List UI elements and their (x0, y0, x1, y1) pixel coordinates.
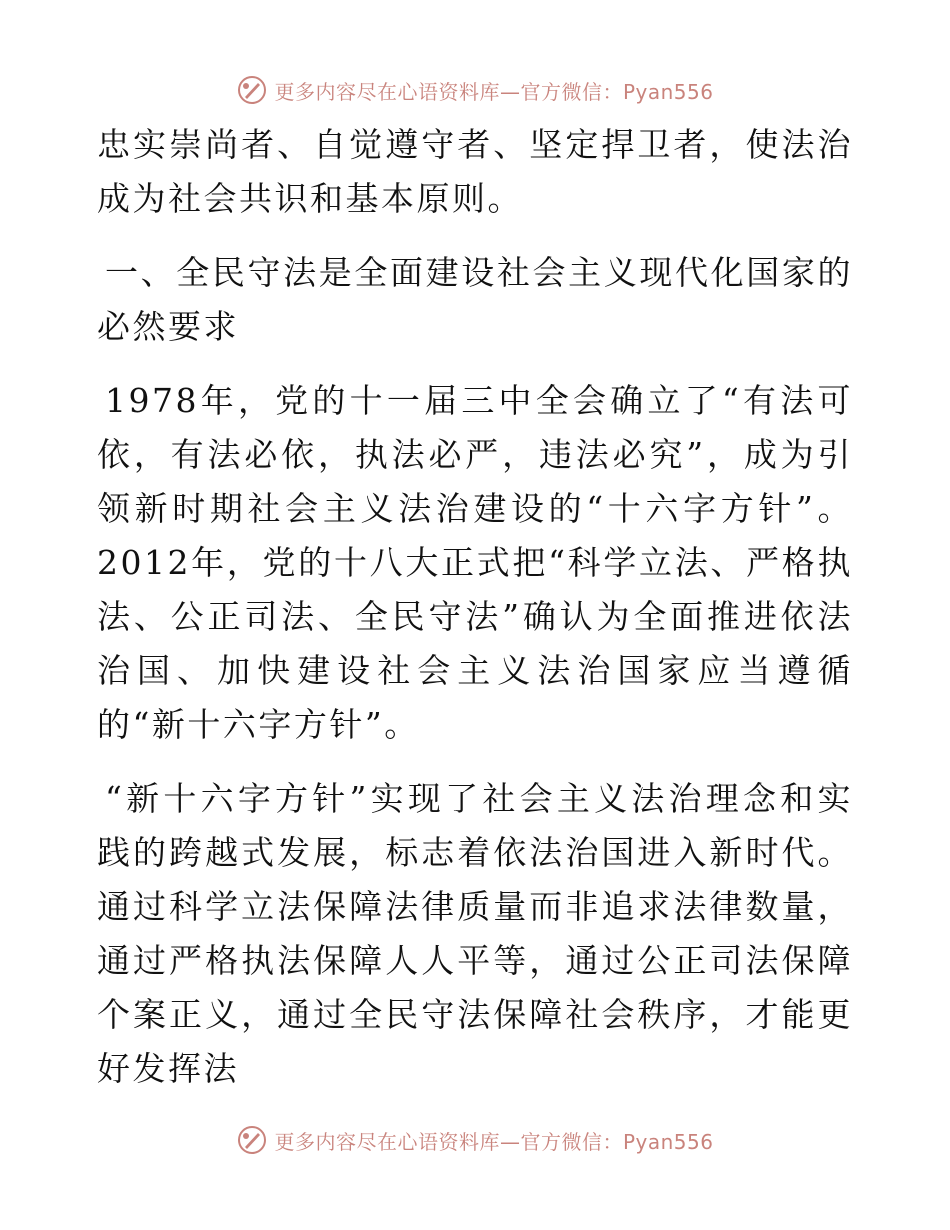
section-heading: 一、全民守法是全面建设社会主义现代化国家的必然要求 (97, 253, 853, 346)
footer-watermark (0, 1122, 950, 1158)
document-body (97, 118, 853, 1096)
paragraph: “新十六字方针”实现了社会主义法治理念和实践的跨越式发展，标志着依法治国进入新时代。通过科学立法保障法律质量而非追求法律数量，通过严格执法保障人人平等，通过公正司法保障个案正义，通过全民守法保障社会秩序，才能更好发挥法 (97, 779, 853, 1088)
watermark-text: 更多内容尽在心语资料库—官方微信：Pyan556 (274, 1129, 714, 1154)
header-watermark (0, 72, 950, 108)
paragraph: 1978年，党的十一届三中全会确立了“有法可依，有法必依，执法必严，违法必究”，成为引领新时期社会主义法治建设的“十六字方针”。2012年，党的十八大正式把“科学立法、严格执法、公正司法、全民守法”确认为全面推进依法治国、加快建设社会主义法治国家应当遵循的“新十六字方针”。 (97, 381, 853, 744)
watermark-text: 更多内容尽在心语资料库—官方微信：Pyan556 (274, 79, 714, 104)
paragraph: 忠实崇尚者、自觉遵守者、坚定捍卫者，使法治成为社会共识和基本原则。 (97, 125, 853, 218)
logo-icon (236, 74, 268, 106)
logo-icon (236, 1124, 268, 1156)
